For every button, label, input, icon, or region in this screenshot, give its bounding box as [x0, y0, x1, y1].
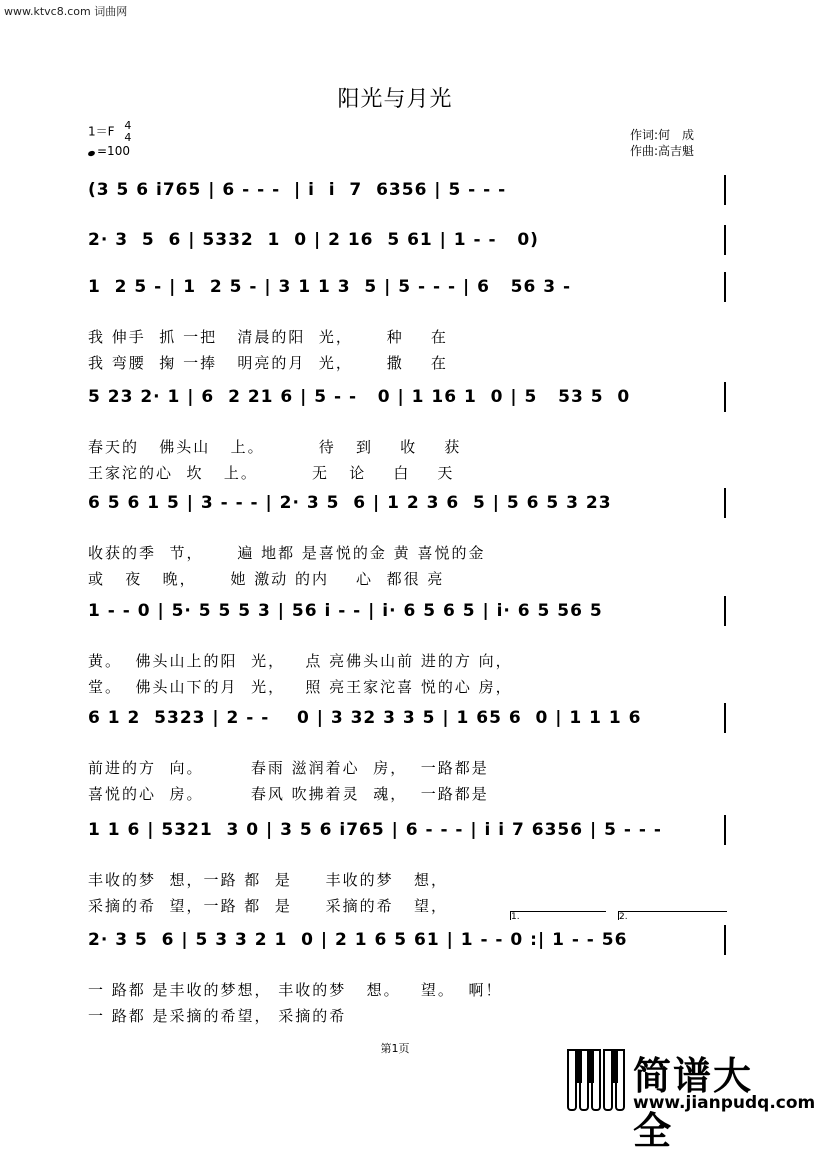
- notes-line: (3 5 6 i765 | 6 - - - | i i 7 6356 | 5 - - -: [88, 175, 728, 205]
- score-system: [88, 272, 728, 376]
- score-system: [88, 382, 728, 486]
- score-system: [88, 703, 728, 807]
- end-barline: [724, 925, 726, 955]
- key-tempo-block: [88, 120, 131, 158]
- lyrics-line: 堂。 佛头山下的月 光， 照 亮王家沱喜 悦的心 房，: [88, 678, 513, 696]
- score-system: [88, 925, 728, 1029]
- lyrics-line: 丰收的梦 想，一路 都 是 丰收的梦 想，: [88, 871, 448, 889]
- composer: 作曲:高吉魁: [630, 144, 695, 158]
- lyrics-line: 我 伸手 抓 一把 清晨的阳 光， 种 在: [88, 328, 448, 346]
- notes-line: 1 2 5 - | 1 2 5 - | 3 1 1 3 5 | 5 - - - | 6 56 3 -: [88, 272, 728, 302]
- volta-label-2: 2.: [619, 912, 628, 922]
- lyrics-line: 春天的 佛头山 上。 待 到 收 获: [88, 438, 462, 456]
- volta-label-1: 1.: [511, 912, 520, 922]
- credits: [630, 127, 694, 159]
- tempo-marking: [88, 144, 131, 158]
- site-watermark: www.ktvc8.com 词曲网: [4, 5, 128, 18]
- lyrics-line: 收获的季 节， 遍 地都 是喜悦的金 黄 喜悦的金: [88, 544, 486, 562]
- notes-line: 2· 3 5 6 | 5 3 3 2 1 0 | 2 1 6 5 61 | 1 - - 0 :| 1 - - 56: [88, 925, 728, 955]
- time-signature-top: 4: [124, 119, 132, 132]
- lyrics-line: 或 夜 晚， 她 激动 的内 心 都很 亮: [88, 570, 445, 588]
- logo-url: www.jianpudq.com: [633, 1093, 815, 1113]
- lyrics-line: 我 弯腰 掬 一捧 明亮的月 光， 撒 在: [88, 354, 448, 372]
- quarter-note-icon: [87, 150, 95, 157]
- score-system: [88, 596, 728, 700]
- lyrics-line: 采摘的希 望，一路 都 是 采摘的希 望，: [88, 897, 448, 915]
- song-title: 阳光与月光: [337, 87, 453, 112]
- page-number: 第1页: [380, 1042, 410, 1055]
- lyrics-line: 黄。 佛头山上的阳 光， 点 亮佛头山前 进的方 向，: [88, 652, 513, 670]
- lyrics-line: 前进的方 向。 春雨 滋润着心 房， 一路都是: [88, 759, 489, 777]
- score-system: [88, 815, 728, 919]
- time-signature-bottom: 4: [124, 131, 132, 144]
- notes-line: 1 1 6 | 5321 3 0 | 3 5 6 i765 | 6 - - - | i i 7 6356 | 5 - - -: [88, 815, 728, 845]
- tempo-value: =100: [97, 144, 130, 158]
- end-barline: [724, 382, 726, 412]
- logo-text: 简谱大全: [633, 1054, 754, 1153]
- score-system: [88, 175, 728, 205]
- end-barline: [724, 225, 726, 255]
- lyrics-line: 一 路都 是采摘的希望， 采摘的希: [88, 1007, 347, 1025]
- notes-line: 2· 3 5 6 | 5332 1 0 | 2 16 5 61 | 1 - - 0): [88, 225, 728, 255]
- end-barline: [724, 175, 726, 205]
- notes-line: 6 5 6 1 5 | 3 - - - | 2· 3 5 6 | 1 2 3 6 5 | 5 6 5 3 23: [88, 488, 728, 518]
- notes-line: 5 23 2· 1 | 6 2 21 6 | 5 - - 0 | 1 16 1 0 | 5 53 5 0: [88, 382, 728, 412]
- lyrics-line: 喜悦的心 房。 春风 吹拂着灵 魂， 一路都是: [88, 785, 489, 803]
- score-system: [88, 488, 728, 592]
- end-barline: [724, 703, 726, 733]
- end-barline: [724, 272, 726, 302]
- lyricist: 作词:何 成: [630, 128, 695, 142]
- site-logo: [567, 1045, 815, 1153]
- volta-bracket-1: [510, 911, 606, 920]
- notes-line: 1 - - 0 | 5· 5 5 5 3 | 56 i - - | i· 6 5 6 5 | i· 6 5 56 5: [88, 596, 728, 626]
- piano-keys-icon: [567, 1049, 627, 1111]
- score-system: [88, 225, 728, 255]
- volta-bracket-2: [618, 911, 727, 920]
- end-barline: [724, 596, 726, 626]
- lyrics-line: 一 路都 是丰收的梦想， 丰收的梦 想。 望。 啊！: [88, 981, 503, 999]
- key-signature: [88, 120, 131, 144]
- lyrics-line: 王家沱的心 坎 上。 无 论 白 天: [88, 464, 455, 482]
- time-signature: [124, 120, 131, 144]
- end-barline: [724, 488, 726, 518]
- key-label: 1＝F: [88, 124, 115, 139]
- end-barline: [724, 815, 726, 845]
- notes-line: 6 1 2 5323 | 2 - - 0 | 3 32 3 3 5 | 1 65 6 0 | 1 1 1 6: [88, 703, 728, 733]
